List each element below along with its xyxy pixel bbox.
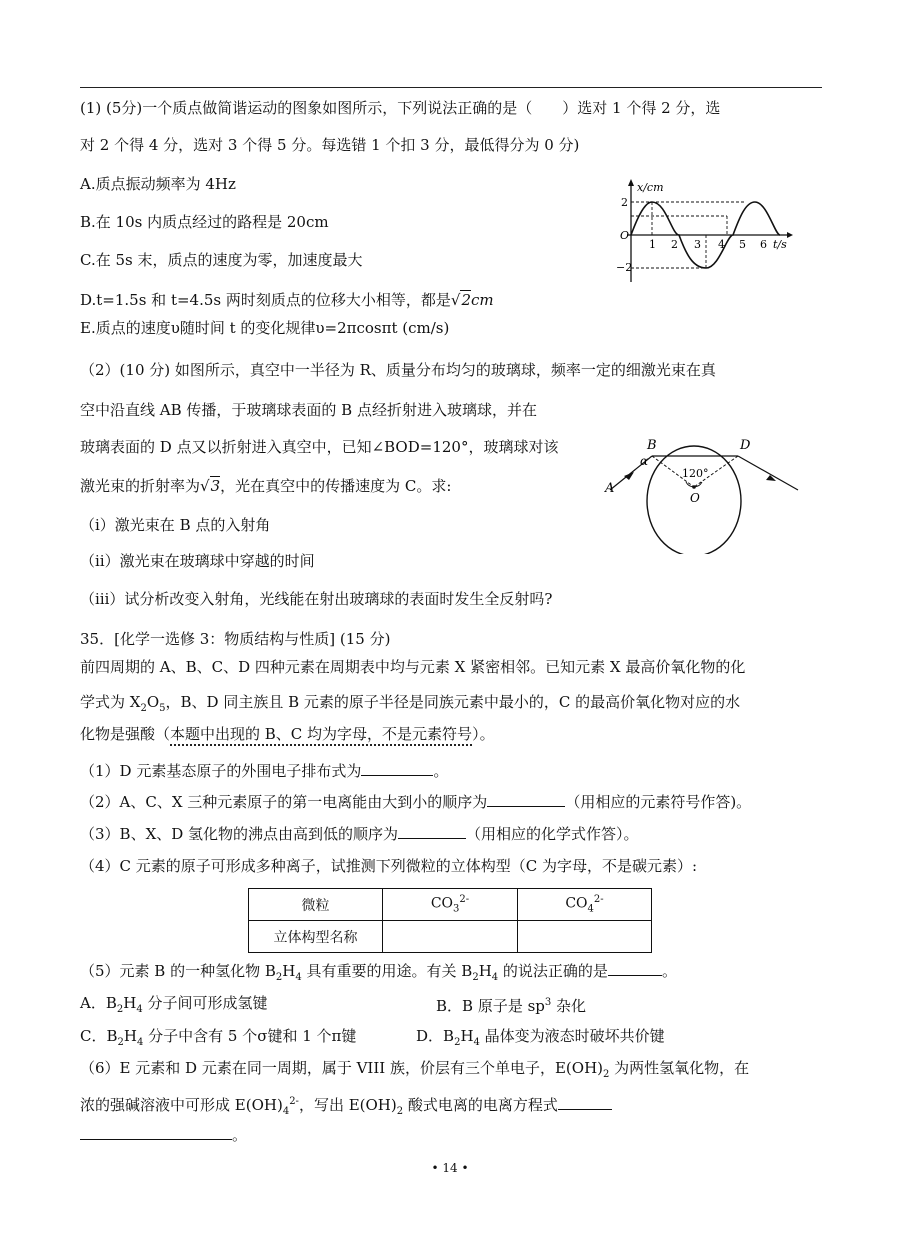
opt-a-text-b: H bbox=[123, 994, 137, 1012]
sqrt2-expression bbox=[451, 290, 494, 309]
intro2-text-b: O bbox=[146, 693, 160, 711]
table-row bbox=[249, 921, 652, 953]
q1-option-d bbox=[80, 290, 494, 310]
q5-text-d: H bbox=[478, 962, 492, 980]
q2-sub-i: （ⅰ）激光束在 B 点的入射角 bbox=[80, 516, 271, 534]
opt-d-text-a: D．B bbox=[416, 1027, 455, 1045]
s35-q5-option-b bbox=[436, 993, 586, 1016]
graph-xtick-6: 6 bbox=[760, 238, 767, 251]
co3-charge: 2- bbox=[459, 894, 470, 906]
opt-d-sub-1: 2 bbox=[454, 1037, 461, 1048]
q1-option-c: C.在 5s 末，质点的速度为零，加速度最大 bbox=[80, 251, 363, 269]
emergent-ray bbox=[738, 456, 798, 490]
q5-sub-4: 4 bbox=[491, 972, 499, 983]
center-point bbox=[692, 485, 696, 489]
q5-text-e: 的说法正确的是 bbox=[498, 962, 608, 980]
graph-xtick-1: 1 bbox=[649, 238, 656, 251]
answer-blank-1[interactable] bbox=[361, 760, 433, 776]
q5-sub-2: 4 bbox=[295, 972, 302, 983]
intro2-sub-2: 5 bbox=[159, 703, 166, 714]
answer-blank-3[interactable] bbox=[398, 823, 466, 839]
graph-y-label: x/cm bbox=[637, 181, 664, 194]
q3-prompt: （3）B、X、D 氢化物的沸点由高到低的顺序为 bbox=[80, 825, 399, 843]
intro2-text-c: ，B、D 同主族且 B 元素的原子半径是同族元素中最小的，C 的最高价氧化物对应的水 bbox=[165, 693, 741, 711]
co3-base: CO bbox=[430, 895, 454, 912]
q5-text-a: （5）元素 B 的一种氢化物 B bbox=[80, 962, 276, 980]
graph-xtick-2: 2 bbox=[671, 238, 678, 251]
opt-a-text-c: 分子间可形成氢键 bbox=[142, 994, 268, 1012]
label-angle: 120° bbox=[682, 467, 709, 480]
opt-b-text-b: 杂化 bbox=[551, 997, 587, 1015]
page-number: • 14 • bbox=[431, 1161, 469, 1175]
graph-xtick-5: 5 bbox=[739, 238, 746, 251]
graph-xtick-4: 4 bbox=[718, 238, 725, 251]
answer-blank-6a[interactable] bbox=[558, 1094, 612, 1110]
q6-line2-text-b: ，写出 E(OH) bbox=[298, 1096, 397, 1114]
q2-line1: （2）(10 分) 如图所示，真空中一半径为 R、质量分布均匀的玻璃球，频率一定的细激光束在真 bbox=[80, 361, 716, 379]
q1-tail: 。 bbox=[433, 762, 449, 780]
s35-q6-line1 bbox=[80, 1058, 749, 1085]
x-axis-arrow bbox=[787, 232, 793, 238]
opt-b-sup: 3 bbox=[544, 997, 552, 1008]
s35-q3 bbox=[80, 823, 639, 844]
q3-tail: （用相应的化学式作答）。 bbox=[466, 825, 639, 843]
emphasis-note: 本题中出现的 B、C 均为字母，不是元素符号 bbox=[170, 725, 472, 746]
opt-d-sub-2: 4 bbox=[473, 1037, 480, 1048]
table-header-co3 bbox=[383, 889, 518, 921]
sqrt-symbol: √ bbox=[450, 291, 461, 309]
q1-line2: 对 2 个得 4 分，选对 3 个得 5 分。每选错 1 个扣 3 分，最低得分为 0 分) bbox=[80, 136, 580, 154]
label-b: B bbox=[647, 438, 657, 453]
s35-q4: （4）C 元素的原子可形成多种离子，试推测下列微粒的立体构型（C 为字母，不是碳元素）: bbox=[80, 857, 698, 875]
q5-tail: 。 bbox=[661, 962, 677, 980]
opt-a-sub-2: 4 bbox=[136, 1004, 143, 1015]
q2-line2: 空中沿直线 AB 传播，于玻璃球表面的 B 点经折射进入玻璃球，并在 bbox=[80, 401, 537, 419]
answer-blank-5[interactable] bbox=[608, 960, 662, 976]
q2-sub-ii: （ⅱ）激光束在玻璃球中穿越的时间 bbox=[80, 552, 315, 570]
graph-x-label: t/s bbox=[773, 238, 787, 251]
intro2-sub-1: 2 bbox=[140, 703, 147, 714]
q1-prompt: （1）D 元素基态原子的外围电子排布式为 bbox=[80, 762, 362, 780]
label-d: D bbox=[740, 438, 751, 453]
sqrt-radicand: 3 bbox=[210, 477, 221, 495]
s35-heading: 35．[化学一选修 3：物质结构与性质] (15 分) bbox=[80, 630, 391, 648]
graph-xtick-3: 3 bbox=[694, 238, 701, 251]
sqrt3-expression bbox=[200, 476, 220, 495]
s35-intro-line3 bbox=[80, 724, 495, 744]
intro2-text-a: 学式为 X bbox=[80, 693, 141, 711]
q2-line4 bbox=[80, 476, 451, 496]
intro3-text-a: 化物是强酸（ bbox=[80, 725, 171, 743]
s35-q5-option-c bbox=[80, 1026, 356, 1053]
q5-sub-3: 2 bbox=[472, 972, 479, 983]
s35-intro-line1: 前四周期的 A、B、C、D 四种元素在周期表中均与元素 X 紧密相邻。已知元素 X 最高价氧化物的化 bbox=[80, 658, 746, 676]
q5-text-b: H bbox=[282, 962, 296, 980]
q1-option-b: B.在 10s 内质点经过的路程是 20cm bbox=[80, 213, 329, 231]
opt-a-sub-1: 2 bbox=[116, 1004, 124, 1015]
opt-a-text-a: A．B bbox=[80, 994, 117, 1012]
s35-q2 bbox=[80, 791, 751, 812]
table-cell-co3-answer[interactable] bbox=[383, 921, 518, 953]
co4-sub: 4 bbox=[587, 903, 594, 915]
s35-q5 bbox=[80, 960, 677, 988]
opt-c-sub-1: 2 bbox=[117, 1037, 124, 1048]
label-alpha: α bbox=[640, 454, 649, 468]
table-cell-co4-answer[interactable] bbox=[518, 921, 652, 953]
sqrt-radicand: 2 bbox=[461, 291, 471, 309]
y-axis-arrow bbox=[628, 179, 634, 186]
s35-q6-line2 bbox=[80, 1092, 612, 1122]
q6-line2-text-a: 浓的强碱溶液中可形成 E(OH) bbox=[80, 1096, 283, 1114]
q1-option-a: A.质点振动频率为 4Hz bbox=[80, 175, 236, 193]
s35-q1 bbox=[80, 760, 448, 781]
q6-line2-sub2: 2 bbox=[396, 1106, 404, 1117]
q6-line2-text-c: 酸式电离的电离方程式 bbox=[403, 1096, 558, 1114]
opt-c-sub-2: 4 bbox=[136, 1037, 144, 1048]
q6-line2-charge: 2- bbox=[289, 1096, 299, 1107]
glass-sphere-diagram bbox=[598, 432, 808, 554]
q1-line1: (1) (5分)一个质点做简谐运动的图象如图所示，下列说法正确的是（ ）选对 1 个得 2 分，选 bbox=[80, 99, 721, 117]
q1-option-e: E.质点的速度υ随时间 t 的变化规律υ=2πcosπt (cm/s) bbox=[80, 319, 450, 337]
q2-line3: 玻璃表面的 D 点又以折射进入真空中，已知∠BOD=120°，玻璃球对该 bbox=[80, 438, 559, 456]
answer-blank-2[interactable] bbox=[487, 791, 565, 807]
table-row-label: 立体构型名称 bbox=[249, 921, 383, 953]
opt-c-text-b: H bbox=[123, 1027, 137, 1045]
q2-prompt: （2）A、C、X 三种元素原子的第一电离能由大到小的顺序为 bbox=[80, 793, 488, 811]
co3-sub: 3 bbox=[453, 903, 460, 915]
table-header-co4 bbox=[518, 889, 652, 921]
table-header-particle: 微粒 bbox=[249, 889, 383, 921]
co4-base: CO bbox=[565, 895, 588, 912]
co4-charge: 2- bbox=[593, 894, 604, 906]
label-o: O bbox=[690, 491, 700, 505]
opt-d-text-b: H bbox=[460, 1027, 474, 1045]
q5-sub-1: 2 bbox=[275, 972, 283, 983]
q1-option-d-text: D.t=1.5s 和 t=4.5s 两时刻质点的位移大小相等，都是 bbox=[80, 291, 451, 309]
q2-line4-tail: ，光在真空中的传播速度为 C。求: bbox=[220, 477, 452, 495]
q6-line1-sub: 2 bbox=[603, 1069, 610, 1080]
opt-b-text-a: B．B 原子是 sp bbox=[436, 997, 545, 1015]
q2-sub-iii: （ⅲ）试分析改变入射角，光线能在射出玻璃球的表面时发生全反射吗? bbox=[80, 590, 553, 608]
emergent-ray-arrow bbox=[766, 475, 776, 481]
sqrt-symbol: √ bbox=[200, 477, 210, 495]
q5-text-c: 具有重要的用途。有关 B bbox=[301, 962, 473, 980]
q6-line1-text: （6）E 元素和 D 元素在同一周期，属于 VIII 族，价层有三个单电子，E(OH) bbox=[80, 1059, 604, 1077]
answer-blank-6b[interactable] bbox=[80, 1124, 232, 1140]
s35-q5-option-d bbox=[416, 1026, 665, 1053]
q2-tail: （用相应的元素符号作答)。 bbox=[565, 793, 752, 811]
graph-origin: O bbox=[620, 229, 630, 242]
top-rule bbox=[80, 87, 822, 88]
opt-d-text-c: 晶体变为液态时破坏共价键 bbox=[479, 1027, 665, 1045]
s35-q6-line3 bbox=[80, 1124, 247, 1145]
q2-line4-text: 激光束的折射率为 bbox=[80, 477, 201, 495]
graph-ytick-2: 2 bbox=[621, 196, 628, 209]
label-a: A bbox=[605, 481, 615, 496]
table-header-row bbox=[249, 889, 652, 921]
intro3-text-b: ）。 bbox=[472, 725, 495, 743]
graph-ytick-neg2: −2 bbox=[616, 261, 633, 274]
s35-intro-line2 bbox=[80, 692, 740, 719]
q6-tail: 。 bbox=[232, 1126, 248, 1144]
q6-line2-sub: 4 bbox=[282, 1106, 290, 1117]
q6-line1-tail: 为两性氢氧化物，在 bbox=[609, 1059, 750, 1077]
unit-cm: cm bbox=[470, 291, 494, 309]
incident-ray-arrow bbox=[624, 472, 634, 480]
s35-q5-option-a bbox=[80, 993, 267, 1020]
opt-c-text-a: C．B bbox=[80, 1027, 118, 1045]
oscillation-graph bbox=[615, 178, 795, 286]
opt-c-text-c: 分子中含有 5 个σ键和 1 个π键 bbox=[143, 1027, 357, 1045]
structure-table bbox=[248, 888, 652, 953]
